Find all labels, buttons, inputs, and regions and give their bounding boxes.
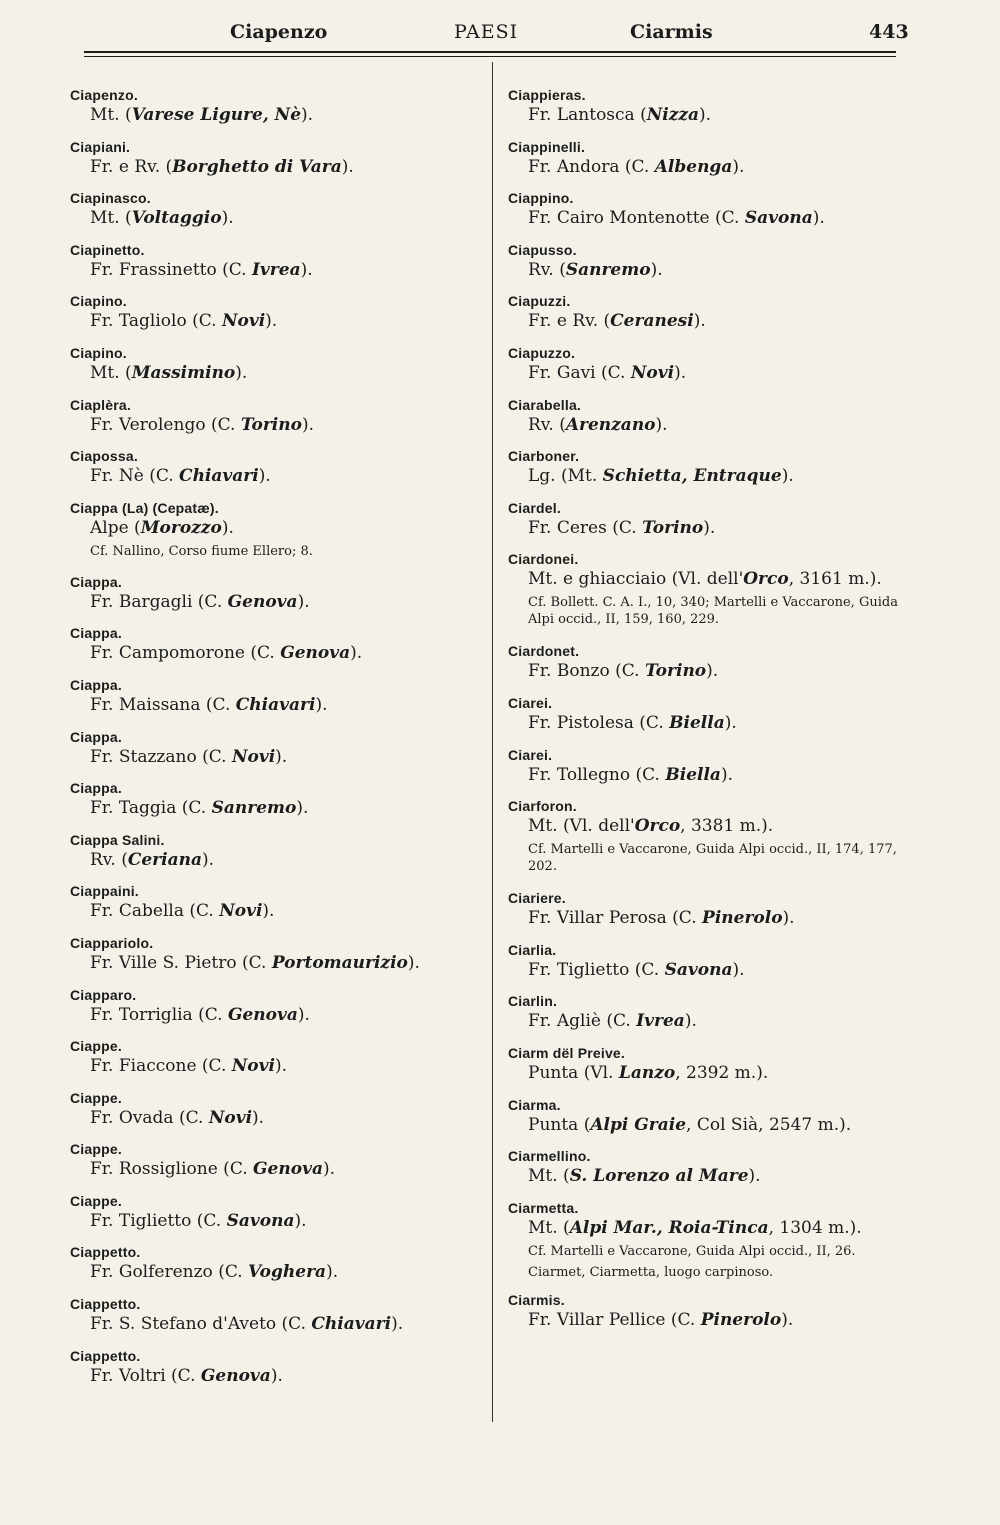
- desc-suffix: ).: [274, 1056, 288, 1077]
- entry-description: [70, 849, 484, 871]
- desc-place: Voghera: [248, 1262, 327, 1283]
- desc-prefix: Mt. (: [528, 1217, 570, 1238]
- desc-prefix: Rv. (: [528, 414, 566, 435]
- desc-prefix: Fr. Tollegno (C.: [528, 764, 666, 785]
- desc-place: Portomaurizio: [271, 952, 408, 973]
- desc-place: Genova: [200, 1365, 271, 1386]
- desc-prefix: Fr. Pistolesa (C.: [528, 712, 670, 733]
- desc-place: Genova: [227, 1004, 298, 1025]
- entry-name: Ciappa (La) (Cepatæ).: [70, 499, 219, 516]
- desc-place: Biella: [669, 712, 725, 733]
- desc-prefix: Fr. Taggia (C.: [90, 798, 212, 819]
- entry-name: Ciarlin.: [508, 993, 558, 1010]
- entry-name: Ciardonei.: [508, 551, 579, 568]
- desc-place: Varese Ligure, Nè: [131, 105, 302, 125]
- gazetteer-entry: [508, 499, 908, 551]
- desc-place: Novi: [219, 901, 263, 922]
- desc-suffix: ).: [724, 712, 737, 733]
- desc-place: Ivrea: [251, 259, 301, 280]
- gazetteer-entry: [508, 941, 908, 993]
- entry-description: [508, 1062, 908, 1084]
- gazetteer-entry: [508, 292, 908, 344]
- desc-suffix: ).: [350, 643, 363, 664]
- entry-name: Ciapino.: [70, 293, 127, 310]
- desc-prefix: Fr. Bargagli (C.: [90, 591, 228, 612]
- desc-suffix: ).: [201, 849, 215, 870]
- desc-suffix: ).: [720, 764, 733, 785]
- gazetteer-entry: [70, 624, 484, 676]
- gazetteer-entry: [508, 550, 908, 642]
- desc-place: Savona: [664, 959, 733, 980]
- desc-prefix: Fr. Frassinetto (C.: [90, 259, 252, 280]
- entry-description: [508, 815, 908, 837]
- desc-place: Novi: [208, 1107, 253, 1128]
- entry-description: [508, 568, 908, 590]
- desc-suffix: ).: [693, 311, 706, 332]
- entry-name: Ciarforon.: [508, 798, 577, 815]
- entry-name: Ciarmetta.: [508, 1199, 579, 1216]
- gazetteer-entry: [508, 694, 908, 746]
- entry-name: Ciappino.: [508, 190, 574, 207]
- entry-name: Ciapinasco.: [70, 190, 151, 207]
- gazetteer-entry: [508, 138, 908, 190]
- gazetteer-entry: [508, 86, 908, 138]
- entry-description: [508, 310, 908, 332]
- entry-name: Ciappe.: [70, 1192, 122, 1209]
- entry-description: [70, 642, 484, 664]
- entry-name: Ciappa.: [70, 728, 122, 745]
- desc-place: Sanremo: [565, 259, 651, 280]
- entry-name: Ciarmis.: [508, 1291, 565, 1308]
- desc-suffix: ).: [781, 466, 794, 487]
- header-section-title: PAESI: [454, 21, 519, 43]
- desc-prefix: Mt. (: [90, 105, 132, 125]
- desc-place: Alpi Mar., Roia-Tinca: [569, 1217, 769, 1238]
- desc-suffix: ).: [296, 798, 309, 819]
- desc-prefix: Fr. Villar Perosa (C.: [528, 908, 703, 929]
- entry-name: Ciarboner.: [508, 448, 580, 465]
- desc-prefix: Fr. Gavi (C.: [528, 362, 631, 383]
- gazetteer-entry: [70, 1192, 484, 1244]
- desc-place: Novi: [630, 362, 675, 383]
- desc-place: Alpi Graie: [590, 1114, 687, 1135]
- gazetteer-entry: [70, 499, 484, 573]
- desc-place: Torino: [642, 517, 704, 538]
- desc-prefix: Fr. Villar Pellice (C.: [528, 1309, 701, 1330]
- gazetteer-entry: [70, 728, 484, 780]
- entry-description: [70, 104, 484, 126]
- desc-suffix: ).: [748, 1166, 761, 1187]
- gazetteer-entry: [70, 447, 484, 499]
- desc-suffix: ).: [812, 208, 825, 229]
- desc-place: Biella: [665, 764, 721, 785]
- entry-name: Ciariere.: [508, 890, 566, 907]
- gazetteer-entry: [70, 138, 484, 190]
- entry-description: [508, 1309, 908, 1331]
- gazetteer-entry: [70, 189, 484, 241]
- gazetteer-entry: [70, 1243, 484, 1295]
- gazetteer-entry: [70, 396, 484, 448]
- gazetteer-entry: [70, 573, 484, 625]
- entry-name: Ciapossa.: [70, 448, 138, 465]
- entry-name: Ciarma.: [508, 1096, 561, 1113]
- desc-place: Ceriana: [127, 849, 202, 870]
- entry-name: Ciapino.: [70, 344, 127, 361]
- desc-prefix: Mt. e ghiacciaio (Vl. dell': [528, 569, 744, 590]
- desc-prefix: Fr. Tiglietto (C.: [90, 1210, 227, 1231]
- desc-place: Schietta, Entraque: [602, 466, 782, 487]
- entry-description: [508, 959, 908, 981]
- entry-name: Ciappetto.: [70, 1347, 141, 1364]
- desc-prefix: Fr. Golferenzo (C.: [90, 1262, 249, 1283]
- entry-description: [70, 465, 484, 487]
- entry-name: Ciappe.: [70, 1038, 122, 1055]
- gazetteer-entry: [70, 1140, 484, 1192]
- entry-name: Ciarm dël Preive.: [508, 1044, 626, 1061]
- desc-prefix: Fr. e Rv. (: [528, 311, 611, 332]
- entry-description: [70, 414, 484, 436]
- page-number: 443: [869, 21, 909, 43]
- entry-name: Ciardel.: [508, 499, 561, 516]
- desc-suffix: ).: [258, 466, 271, 487]
- gazetteer-entry: [508, 992, 908, 1044]
- desc-suffix: ).: [322, 1159, 336, 1180]
- desc-prefix: Fr. Stazzano (C.: [90, 746, 232, 767]
- desc-place: Borghetto di Vara: [172, 156, 342, 177]
- gazetteer-entry: [508, 1291, 908, 1343]
- desc-place: Lanzo: [618, 1062, 676, 1083]
- column-divider: [492, 62, 493, 1422]
- desc-prefix: Fr. Rossiglione (C.: [90, 1159, 254, 1180]
- desc-suffix: ).: [781, 1309, 794, 1330]
- desc-suffix: , 2392 m.).: [675, 1062, 769, 1083]
- gazetteer-entry: [70, 344, 484, 396]
- desc-prefix: Mt. (: [90, 208, 132, 229]
- entry-name: Ciarei.: [508, 746, 553, 763]
- desc-prefix: Fr. Voltri (C.: [90, 1365, 201, 1386]
- desc-suffix: ).: [300, 259, 313, 280]
- desc-suffix: , Col Sià, 2547 m.).: [686, 1114, 852, 1135]
- entry-reference-note: Ciarmet, Ciarmetta, luogo carpinoso.: [528, 1264, 774, 1280]
- gazetteer-entry: [70, 1037, 484, 1089]
- entry-description: [508, 207, 908, 229]
- desc-suffix: ).: [301, 414, 315, 435]
- gazetteer-entry: [508, 1044, 908, 1096]
- entry-reference: Cf. Martelli e Vaccarone, Guida Alpi occid., II, 174, 177, 202.: [528, 842, 897, 875]
- entry-description: [508, 712, 908, 734]
- desc-place: Nizza: [646, 105, 700, 125]
- desc-prefix: Mt. (Vl. dell': [528, 816, 635, 837]
- desc-suffix: ).: [221, 517, 234, 538]
- entry-name: Ciappaini.: [70, 883, 139, 900]
- entry-description: [508, 1114, 908, 1136]
- entry-description: [508, 1217, 908, 1239]
- entry-description: [70, 746, 484, 768]
- desc-suffix: ).: [270, 1365, 283, 1386]
- desc-prefix: Fr. Tiglietto (C.: [528, 959, 665, 980]
- desc-prefix: Fr. Lantosca (: [528, 105, 647, 125]
- gazetteer-entry: [508, 1147, 908, 1199]
- entry-description: [70, 1004, 484, 1026]
- desc-suffix: ).: [221, 208, 234, 229]
- desc-suffix: , 3381 m.).: [680, 816, 774, 837]
- desc-suffix: ).: [706, 661, 719, 682]
- desc-place: Pinerolo: [700, 1309, 782, 1330]
- desc-place: Ceranesi: [610, 311, 694, 332]
- desc-suffix: ).: [703, 517, 716, 538]
- desc-prefix: Rv. (: [90, 849, 128, 870]
- desc-suffix: ).: [252, 1107, 265, 1128]
- desc-prefix: Alpe (: [90, 517, 141, 538]
- gazetteer-entry: [70, 986, 484, 1038]
- entry-name: Ciarlia.: [508, 941, 557, 958]
- entry-description: [70, 1365, 484, 1387]
- gazetteer-entry: [508, 396, 908, 448]
- gazetteer-entry: [70, 292, 484, 344]
- desc-place: Pinerolo: [702, 908, 783, 929]
- gazetteer-entry: [70, 241, 484, 293]
- desc-suffix: ).: [407, 952, 420, 973]
- entry-description: [70, 1158, 484, 1180]
- desc-suffix: ).: [297, 591, 310, 612]
- entry-name: Ciappetto.: [70, 1244, 141, 1261]
- desc-prefix: Fr. Tagliolo (C.: [90, 311, 222, 332]
- entry-name: Ciarabella.: [508, 396, 582, 413]
- entry-description: [70, 156, 484, 178]
- desc-place: Chiavari: [179, 466, 259, 487]
- entry-name: Ciappa.: [70, 676, 122, 693]
- desc-suffix: ).: [655, 414, 668, 435]
- entry-description: [70, 362, 484, 384]
- desc-suffix: ).: [235, 362, 248, 383]
- entry-description: [508, 362, 908, 384]
- entry-description: [508, 907, 908, 929]
- gazetteer-entry: [508, 447, 908, 499]
- entry-name: Ciardonet.: [508, 643, 580, 660]
- gazetteer-entry: [70, 882, 484, 934]
- gazetteer-entry: [70, 779, 484, 831]
- desc-prefix: Fr. e Rv. (: [90, 156, 173, 177]
- entry-description: [508, 1165, 908, 1187]
- entry-name: Ciarei.: [508, 694, 553, 711]
- entry-name: Ciappariolo.: [70, 934, 154, 951]
- gazetteer-entry: [508, 746, 908, 798]
- header-rule-thick: [84, 51, 896, 53]
- desc-suffix: ).: [326, 1262, 339, 1283]
- desc-place: Novi: [221, 311, 266, 332]
- desc-suffix: ).: [294, 1210, 307, 1231]
- entry-description: [70, 952, 484, 974]
- desc-place: Chiavari: [311, 1314, 392, 1335]
- gazetteer-entry: [70, 1089, 484, 1141]
- desc-prefix: Fr. S. Stefano d'Aveto (C.: [90, 1314, 312, 1335]
- desc-prefix: Mt. (: [528, 1166, 570, 1187]
- entry-name: Ciappe.: [70, 1089, 122, 1106]
- gazetteer-entry: [508, 189, 908, 241]
- desc-prefix: Rv. (: [528, 259, 566, 280]
- gazetteer-entry: [508, 1199, 908, 1291]
- desc-prefix: Fr. Bonzo (C.: [528, 661, 645, 682]
- desc-suffix: ).: [262, 901, 275, 922]
- desc-place: Arenzano: [565, 414, 656, 435]
- entry-reference: Cf. Bollett. C. A. I., 10, 340; Martelli e Vaccarone, Guida Alpi occid., II, 159, 160, 229.: [528, 595, 898, 628]
- desc-place: Novi: [231, 1056, 275, 1077]
- entry-description: [508, 660, 908, 682]
- desc-place: S. Lorenzo al Mare: [569, 1166, 749, 1187]
- desc-prefix: Punta (Vl.: [528, 1062, 619, 1083]
- desc-prefix: Fr. Fiaccone (C.: [90, 1056, 232, 1077]
- entry-description: [70, 1210, 484, 1232]
- running-head: [0, 0, 1000, 46]
- entry-description: [70, 591, 484, 613]
- right-column: [508, 86, 908, 1342]
- desc-prefix: Mt. (: [90, 362, 132, 383]
- entry-description: [508, 764, 908, 786]
- desc-suffix: ).: [699, 105, 712, 125]
- desc-suffix: ).: [684, 1011, 697, 1032]
- entry-description: [70, 694, 484, 716]
- desc-suffix: ).: [265, 311, 278, 332]
- entry-name: Ciapiani.: [70, 138, 131, 155]
- desc-place: Genova: [253, 1159, 323, 1180]
- desc-place: Voltaggio: [131, 208, 222, 229]
- desc-prefix: Fr. Torriglia (C.: [90, 1004, 228, 1025]
- gazetteer-entry: [508, 241, 908, 293]
- entry-description: [70, 1107, 484, 1129]
- desc-prefix: Lg. (Mt.: [528, 466, 603, 487]
- entry-name: Ciappa.: [70, 625, 122, 642]
- entry-reference: Cf. Martelli e Vaccarone, Guida Alpi occid., II, 26.: [528, 1243, 856, 1259]
- desc-place: Albenga: [654, 156, 733, 177]
- header-rule-thin: [84, 56, 896, 57]
- entry-name: Ciappinelli.: [508, 138, 586, 155]
- desc-prefix: Fr. Ovada (C.: [90, 1107, 209, 1128]
- gazetteer-entry: [508, 642, 908, 694]
- desc-suffix: ).: [732, 959, 745, 980]
- desc-place: Chiavari: [235, 694, 316, 715]
- gazetteer-entry: [70, 676, 484, 728]
- desc-place: Torino: [240, 414, 302, 435]
- desc-place: Ivrea: [636, 1011, 685, 1032]
- entry-description: [508, 104, 908, 126]
- entry-description: [70, 900, 484, 922]
- desc-suffix: ).: [301, 105, 314, 125]
- entry-description: [508, 1010, 908, 1032]
- entry-name: Ciaplèra.: [70, 396, 131, 413]
- desc-suffix: , 1304 m.).: [768, 1217, 862, 1238]
- desc-place: Novi: [231, 746, 276, 767]
- entry-name: Ciappe.: [70, 1141, 122, 1158]
- desc-suffix: ).: [732, 156, 745, 177]
- entry-description: [508, 156, 908, 178]
- entry-description: [70, 1261, 484, 1283]
- desc-place: Genova: [227, 591, 298, 612]
- entry-name: Ciapuzzi.: [508, 293, 571, 310]
- gazetteer-entry: [508, 1096, 908, 1148]
- entry-name: Ciappa.: [70, 780, 122, 797]
- desc-suffix: , 3161 m.).: [788, 569, 882, 590]
- entry-description: [70, 259, 484, 281]
- desc-suffix: ).: [674, 362, 687, 383]
- desc-prefix: Fr. Maissana (C.: [90, 694, 236, 715]
- gazetteer-entry: [508, 889, 908, 941]
- left-column: [70, 86, 484, 1398]
- entry-name: Ciappa.: [70, 573, 122, 590]
- entry-description: [508, 517, 908, 539]
- desc-suffix: ).: [391, 1314, 404, 1335]
- header-first-entry: Ciapenzo: [230, 21, 328, 43]
- desc-prefix: Fr. Agliè (C.: [528, 1011, 637, 1032]
- entry-description: [508, 465, 908, 487]
- desc-place: Massimino: [131, 362, 236, 383]
- entry-name: Ciapparo.: [70, 986, 137, 1003]
- entry-name: Ciapusso.: [508, 241, 577, 258]
- gazetteer-entry: [508, 344, 908, 396]
- desc-prefix: Fr. Ceres (C.: [528, 517, 643, 538]
- entry-name: Ciappieras.: [508, 87, 586, 103]
- desc-suffix: ).: [297, 1004, 310, 1025]
- desc-prefix: Fr. Ville S. Pietro (C.: [90, 952, 272, 973]
- entry-name: Ciappa Salini.: [70, 831, 165, 848]
- desc-prefix: Fr. Cairo Montenotte (C.: [528, 208, 745, 229]
- desc-place: Genova: [280, 643, 351, 664]
- gazetteer-entry: [70, 1347, 484, 1399]
- desc-prefix: Fr. Campomorone (C.: [90, 643, 281, 664]
- entry-description: [508, 259, 908, 281]
- desc-suffix: ).: [315, 694, 328, 715]
- gazetteer-entry: [70, 831, 484, 883]
- entry-name: Ciapuzzo.: [508, 344, 576, 361]
- gazetteer-entry: [70, 1295, 484, 1347]
- desc-place: Morozzo: [140, 517, 222, 538]
- desc-place: Sanremo: [211, 798, 297, 819]
- desc-prefix: Fr. Cabella (C.: [90, 901, 220, 922]
- entry-name: Ciarmellino.: [508, 1148, 591, 1165]
- desc-prefix: Fr. Andora (C.: [528, 156, 655, 177]
- desc-suffix: ).: [782, 908, 795, 929]
- desc-place: Savona: [744, 208, 813, 229]
- entry-description: [70, 517, 484, 539]
- gazetteer-entry: [70, 86, 484, 138]
- header-last-entry: Ciarmis: [630, 21, 713, 43]
- entry-name: Ciapenzo.: [70, 87, 138, 103]
- desc-suffix: ).: [650, 259, 663, 280]
- gazetteer-entry: [70, 934, 484, 986]
- desc-prefix: Fr. Verolengo (C.: [90, 414, 241, 435]
- entry-description: [508, 414, 908, 436]
- entry-description: [70, 310, 484, 332]
- gazetteer-entry: [508, 797, 908, 889]
- desc-suffix: ).: [275, 746, 288, 767]
- desc-prefix: Punta (: [528, 1114, 591, 1135]
- entry-name: Ciapinetto.: [70, 241, 145, 258]
- desc-place: Orco: [743, 569, 789, 590]
- entry-description: [70, 797, 484, 819]
- entry-description: [70, 1313, 484, 1335]
- entry-description: [70, 1055, 484, 1077]
- desc-suffix: ).: [341, 156, 354, 177]
- desc-prefix: Fr. Nè (C.: [90, 466, 180, 487]
- desc-place: Savona: [226, 1210, 295, 1231]
- desc-place: Torino: [644, 661, 707, 682]
- desc-place: Orco: [634, 816, 681, 837]
- entry-name: Ciappetto.: [70, 1296, 141, 1313]
- entry-description: [70, 207, 484, 229]
- entry-reference: Cf. Nallino, Corso fiume Ellero; 8.: [90, 543, 313, 559]
